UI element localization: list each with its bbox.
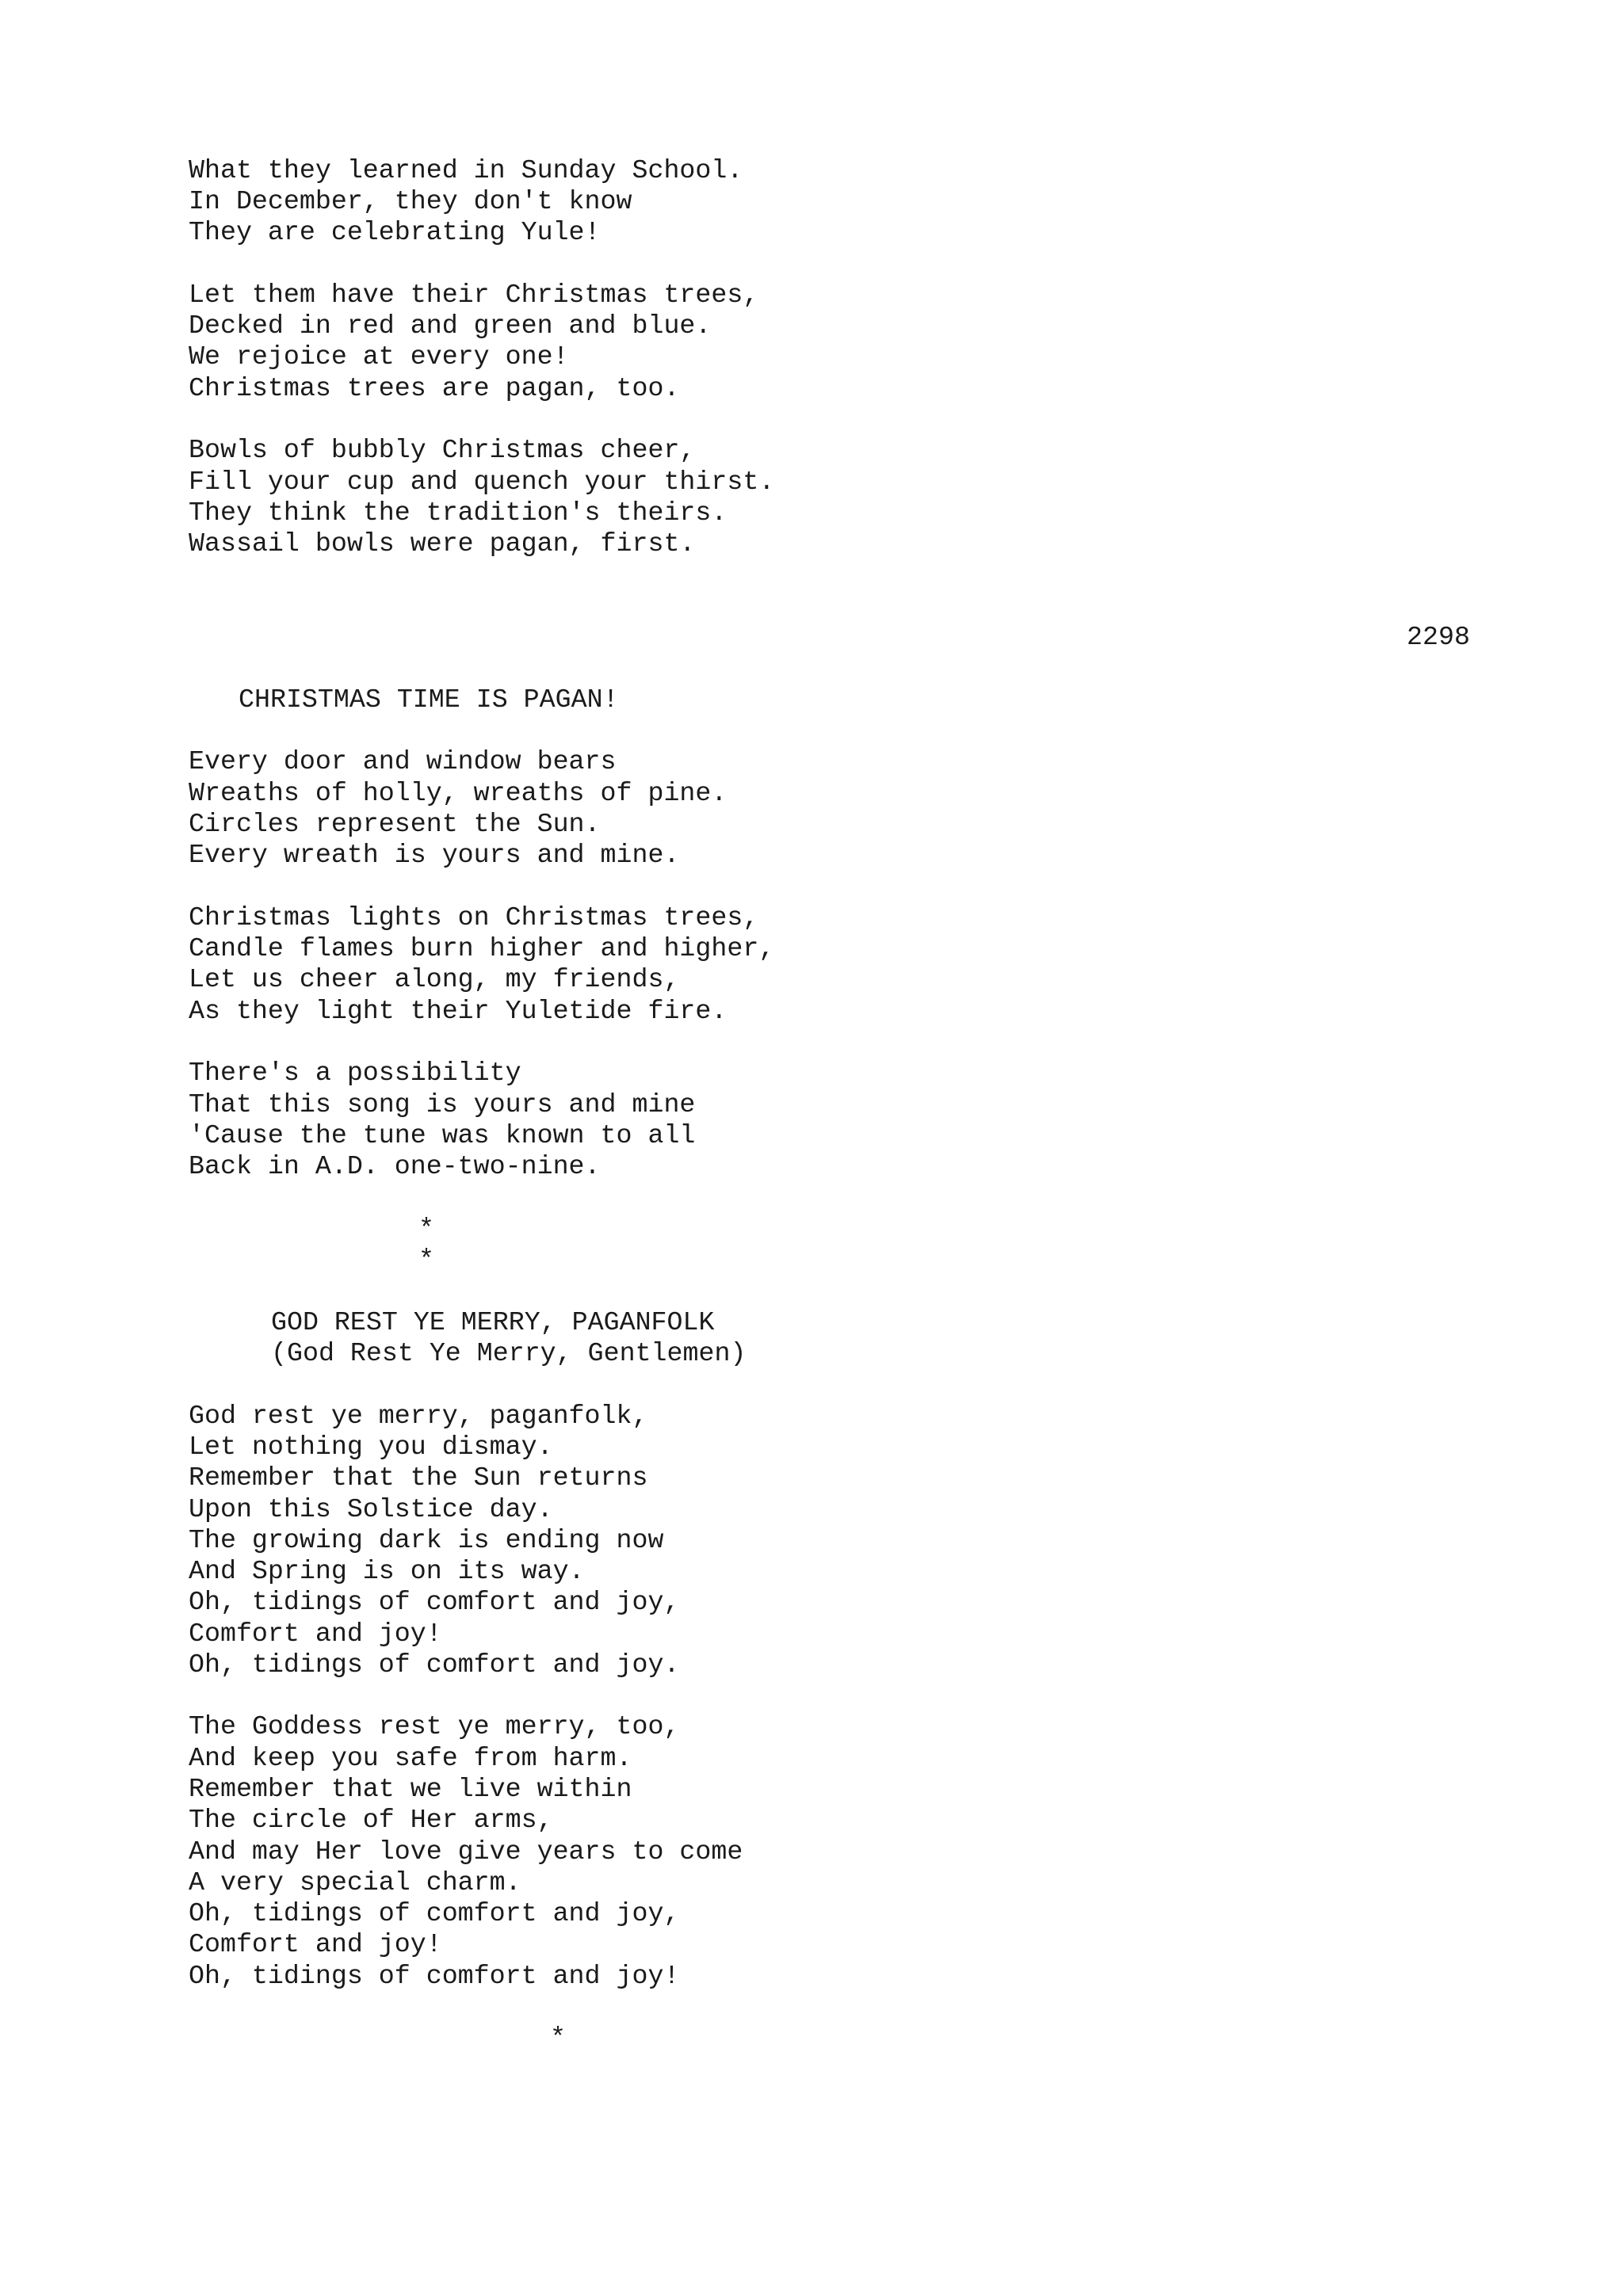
verse-line: Comfort and joy! <box>189 1929 442 1959</box>
verse-line: Upon this Solstice day. <box>189 1494 553 1524</box>
verse-line: In December, they don't know <box>189 186 632 216</box>
verse-line: Remember that the Sun returns <box>189 1463 648 1493</box>
verse-line: A very special charm. <box>189 1867 521 1897</box>
verse-line: Candle flames burn higher and higher, <box>189 933 775 963</box>
separator-star: * <box>418 1245 434 1275</box>
verse-line: Fill your cup and quench your thirst. <box>189 467 775 497</box>
page-number: 2298 <box>1407 622 1470 652</box>
verse-line: What they learned in Sunday School. <box>189 155 743 185</box>
verse-line: Wreaths of holly, wreaths of pine. <box>189 778 727 808</box>
verse-line: Oh, tidings of comfort and joy. <box>189 1650 680 1680</box>
verse-line: Let them have their Christmas trees, <box>189 280 759 310</box>
verse-line: And may Her love give years to come <box>189 1836 743 1867</box>
verse-line: Decked in red and green and blue. <box>189 311 712 341</box>
verse-line: There's a possibility <box>189 1058 521 1088</box>
separator-star: * <box>550 2023 566 2053</box>
verse-line: Bowls of bubbly Christmas cheer, <box>189 435 696 465</box>
separator-star: * <box>418 1214 434 1244</box>
verse-line: We rejoice at every one! <box>189 341 569 372</box>
verse-line: Back in A.D. one-two-nine. <box>189 1151 601 1181</box>
verse-line: They are celebrating Yule! <box>189 217 601 247</box>
verse-line: The growing dark is ending now <box>189 1525 664 1555</box>
verse-line: The circle of Her arms, <box>189 1805 553 1835</box>
verse-line: Oh, tidings of comfort and joy, <box>189 1898 680 1928</box>
verse-line: Oh, tidings of comfort and joy, <box>189 1587 680 1617</box>
verse-line: Christmas trees are pagan, too. <box>189 373 680 403</box>
verse-line: 'Cause the tune was known to all <box>189 1120 696 1150</box>
song-title: CHRISTMAS TIME IS PAGAN! <box>239 685 619 715</box>
verse-line: Every wreath is yours and mine. <box>189 840 680 870</box>
verse-line: Let us cheer along, my friends, <box>189 964 680 994</box>
song-subtitle: (God Rest Ye Merry, Gentlemen) <box>271 1338 747 1368</box>
verse-line: They think the tradition's theirs. <box>189 498 727 528</box>
verse-line: As they light their Yuletide fire. <box>189 996 727 1026</box>
verse-line: Every door and window bears <box>189 746 617 776</box>
verse-line: Oh, tidings of comfort and joy! <box>189 1961 680 1991</box>
verse-line: God rest ye merry, paganfolk, <box>189 1401 648 1431</box>
verse-line: And keep you safe from harm. <box>189 1743 632 1773</box>
verse-line: Remember that we live within <box>189 1774 632 1804</box>
verse-line: And Spring is on its way. <box>189 1556 585 1586</box>
verse-line: Comfort and joy! <box>189 1619 442 1649</box>
verse-line: Wassail bowls were pagan, first. <box>189 528 696 559</box>
verse-line: Let nothing you dismay. <box>189 1432 553 1462</box>
verse-line: That this song is yours and mine <box>189 1089 696 1119</box>
verse-line: The Goddess rest ye merry, too, <box>189 1711 680 1741</box>
verse-line: Circles represent the Sun. <box>189 809 601 839</box>
song-title: GOD REST YE MERRY, PAGANFOLK <box>271 1307 715 1337</box>
verse-line: Christmas lights on Christmas trees, <box>189 902 759 933</box>
